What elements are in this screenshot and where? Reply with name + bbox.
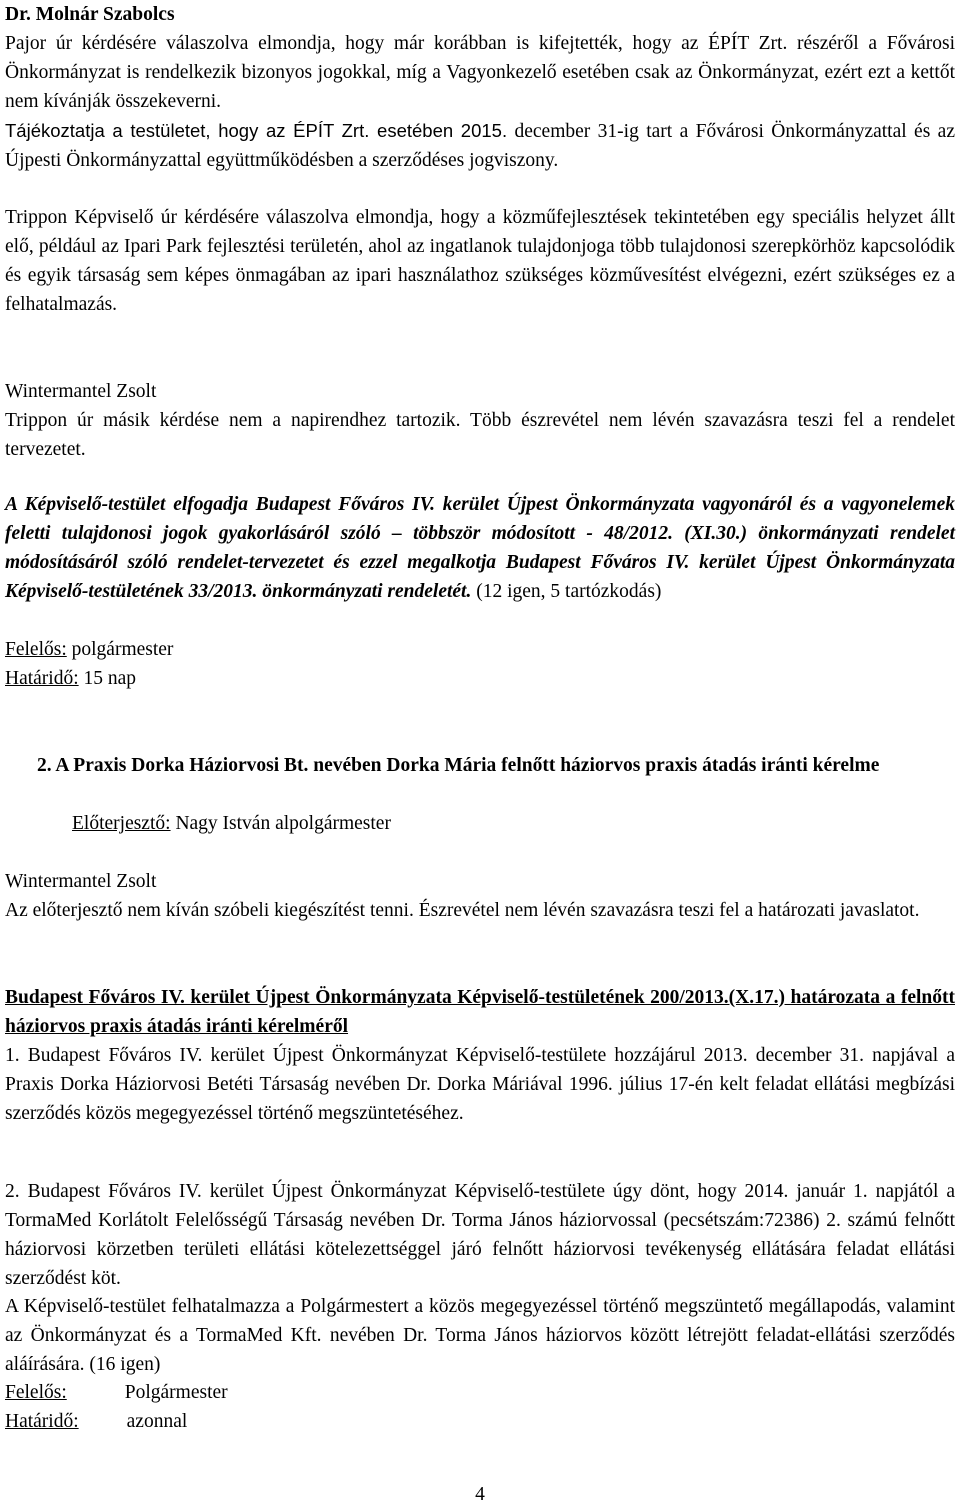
paragraph: Trippon úr másik kérdése nem a napirendhez tartozik. Több észrevétel nem lévén szavazásra teszi fel a rendelet tervezetet. [5, 410, 955, 460]
presenter-label: Előterjesztő: [72, 813, 171, 834]
responsible-line [5, 635, 955, 664]
deadline-value: 15 nap [78, 668, 137, 689]
responsible-value: polgármester [66, 639, 174, 660]
paragraph: Az előterjesztő nem kíván szóbeli kiegészítést tenni. Észrevétel nem lévén szavazásra teszi fel a határozati javaslatot. [5, 900, 920, 921]
speaker-heading: Wintermantel Zsolt [5, 381, 157, 402]
paragraph: Pajor úr kérdésére válaszolva elmondja, hogy már korábban is kifejtették, hogy az ÉPÍT Zrt. részéről a Fővárosi Önkormányzat is rendelkezik bizonyos jogokkal, míg a Vagyonkezelő esetében csak az Önkormányzat, ezért ezt a kettőt nem kívánják összekeverni. [5, 33, 955, 112]
responsible-line [5, 1378, 955, 1407]
responsible-value: Polgármester [124, 1382, 228, 1403]
paragraph-part: december 31-ig tart a Fővárosi Önkormányzattal és az Újpesti Önkormányzattal együttműködésben a szerződéses jogviszony. [5, 121, 955, 171]
resolution-point: 2. Budapest Főváros IV. kerület Újpest Önkormányzat Képviselő-testülete úgy dönt, hogy 2014. január 1. napjától a TormaMed Korlátolt Felelősségű Társaság nevében Dr. Torma János háziorvossal (pecsétszám:72386) 2. számú felnőtt háziorvosi körzetben területi ellátási kötelezettséggel járó felnőtt háziorvosi tevékenység ellátására feladat ellátási szerződést köt. [5, 1181, 955, 1289]
speaker-heading: Dr. Molnár Szabolcs [5, 4, 175, 25]
resolution-title: Budapest Főváros IV. kerület Újpest Önkormányzata Képviselő-testületének 200/2013.(X.17.) határozata a felnőtt háziorvos praxis átadás iránti kérelméről [5, 987, 955, 1037]
responsible-label: Felelős: [5, 1382, 67, 1403]
agenda-item-title: 2. A Praxis Dorka Háziorvosi Bt. nevében Dorka Mária felnőtt háziorvos praxis átadás iránti kérelme [37, 755, 880, 776]
deadline-line [5, 664, 955, 693]
presenter-line [72, 809, 955, 838]
paragraph-sans-part: Tájékoztatja a testületet, hogy az ÉPÍT Zrt. esetében 2015. [5, 120, 508, 141]
decision-text [5, 490, 955, 606]
paragraph: Trippon Képviselő úr kérdésére válaszolva elmondja, hogy a közműfejlesztések tekintetében egy speciális helyzet állt elő, például az Ipari Park fejlesztési területén, ahol az ingatlanok tulajdonjoga több tulajdonosi szerepkörhöz kapcsolódik és egyik társaság sem képes önmagában az ipari használathoz szükséges közművesítést elvégezni, ezért szükséges ez a felhatalmazás. [5, 207, 955, 315]
resolution-point: 1. Budapest Főváros IV. kerület Újpest Önkormányzat Képviselő-testülete hozzájárul 2013. december 31. napjával a Praxis Dorka Háziorvosi Betéti Társaság nevében Dr. Dorka Máriával 1996. július 17-én kelt feladat ellátási megbízási szerződés közös megegyezéssel történő megszüntetéséhez. [5, 1045, 955, 1124]
responsible-label: Felelős: [5, 639, 67, 660]
paragraph [5, 116, 955, 175]
presenter-value: Nagy István alpolgármester [170, 813, 391, 834]
speaker-heading: Wintermantel Zsolt [5, 871, 157, 892]
vote-result: (12 igen, 5 tartózkodás) [471, 581, 662, 602]
deadline-label: Határidő: [5, 1411, 79, 1432]
deadline-line [5, 1407, 955, 1436]
resolution-point: A Képviselő-testület felhatalmazza a Polgármestert a közös megegyezéssel történő megszüntető megállapodás, valamint az Önkormányzat és a TormaMed Kft. nevében Dr. Torma János háziorvos között létrejött feladat-ellátási szerződés aláírására. (16 igen) [5, 1296, 955, 1375]
deadline-label: Határidő: [5, 668, 79, 689]
decision-italic: A Képviselő-testület elfogadja Budapest Főváros IV. kerület Újpest Önkormányzata vagyonáról és a vagyonelemek feletti tulajdonosi jogok gyakorlásáról szóló – többször módosított - 48/2012. (XI.30.) önkormányzati rendelet módosításáról szóló rendelet-tervezetet és ezzel megalkotja Budapest Főváros IV. kerület Újpest Önkormányzata Képviselő-testületének 33/2013. önkormányzati rendeletét. [5, 494, 955, 602]
page-number: 4 [475, 1484, 485, 1505]
deadline-value: azonnal [126, 1411, 188, 1432]
